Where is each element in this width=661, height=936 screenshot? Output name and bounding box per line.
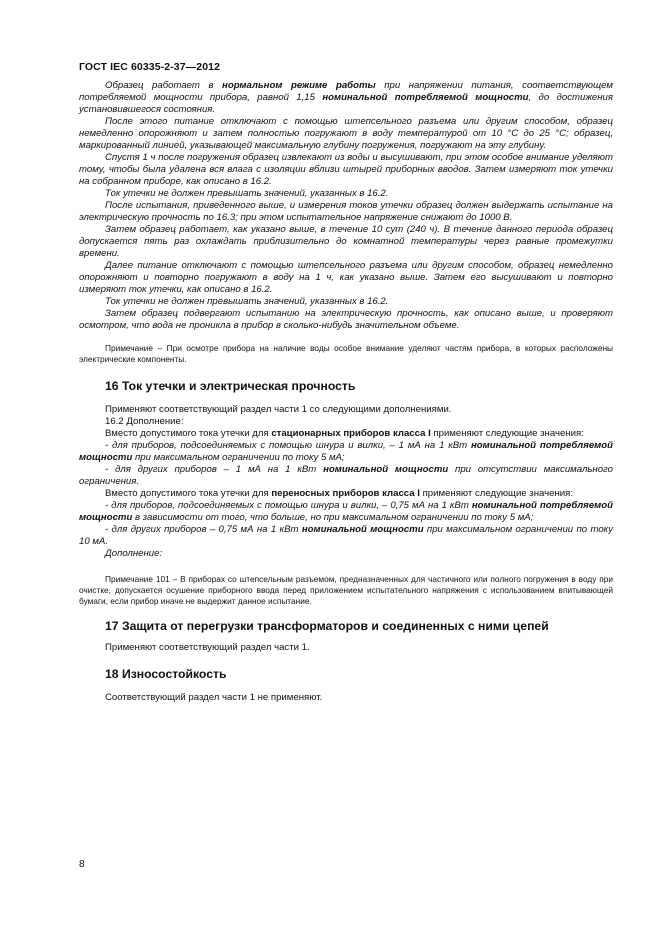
- text: - для других приборов – 1 мА на 1 кВт: [105, 464, 324, 475]
- paragraph-final-check: Затем образец подвергают испытанию на электрическую прочность, как описано выше, и проверяют осмотром, что вода не проникла в прибор в сколько-нибудь значительном объеме.: [79, 308, 613, 331]
- section-17-title: 17 Защита от перегрузки трансформаторов и соединенных с ними цепей: [105, 619, 549, 633]
- note-101: Примечание 101 – В приборах со штепсельным разъемом, предназначенных для частичного или полного погружения в воду при очистке, допускается осушение приборного ввода перед приложением испытательного напряжения с использованием впитывающей бумаги, если прибор иначе не выдержит данное испытание.: [79, 574, 613, 606]
- term-bold: номинальной потребляемой мощности: [79, 500, 613, 523]
- paragraph-operation: [79, 80, 613, 116]
- text: при максимальном ограничении по току 5 мА;: [132, 452, 345, 463]
- section-16-stationary: [79, 428, 613, 440]
- document-header: ГОСТ IEC 60335-2-37—2012: [79, 61, 221, 73]
- paragraph-leakage-limit: Ток утечки не должен превышать значений, указанных в 16.2.: [105, 188, 389, 199]
- section-16-item-cord-portable: [79, 500, 613, 524]
- text: - для приборов, подсоединяемых с помощью шнура и вилки, – 0,75 мА на 1 кВт: [105, 500, 472, 511]
- page-number: 8: [79, 859, 85, 870]
- text: при максимальном ограничении по току 10 мА.: [79, 524, 614, 547]
- section-18-title: 18 Износостойкость: [105, 667, 227, 681]
- paragraph-electric-strength: После испытания, приведенного выше, и измерения токов утечки образец должен выдержать испытание на электрическую прочность по 16.3; при этом испытательное напряжение снижают до 1000 В.: [79, 200, 613, 223]
- section-17-text: Применяют соответствующий раздел части 1.: [105, 642, 310, 653]
- paragraph-repeat-immersion: Далее питание отключают с помощью штепсельного разъема или другим способом, образец немедленно опорожняют и повторно погружают в воду на 1 ч, как указано выше. Затем его высушивают и повторно измеряют ток утечки, как описано в 16.2.: [79, 260, 613, 295]
- term-bold: стационарных приборов класса I: [271, 428, 431, 439]
- section-16-item-other: [79, 464, 613, 488]
- section-16-addition: Дополнение:: [105, 548, 163, 559]
- term-bold: нормальном режиме работы: [222, 80, 376, 91]
- text: Вместо допустимого тока утечки для: [105, 428, 272, 439]
- term-bold: переносных приборов класса I: [271, 488, 420, 499]
- section-16-intro: Применяют соответствующий раздел части 1 со следующими дополнениями.: [105, 404, 452, 415]
- term-bold: номинальной мощности: [301, 524, 424, 535]
- term-bold: номинальной потребляемой мощности: [79, 440, 613, 463]
- paragraph-leakage-limit-2: Ток утечки не должен превышать значений, указанных в 16.2.: [105, 296, 389, 307]
- text: - для приборов, подсоединяемых с помощью шнура и вилки, – 1 мА на 1 кВт: [105, 440, 471, 451]
- text: Образец работает в: [105, 80, 223, 91]
- text: применяют следующие значения:: [430, 428, 584, 439]
- note-inspection: Примечание – При осмотре прибора на наличие воды особое внимание уделяют частям прибора, в которых расположены электрические компоненты.: [79, 343, 613, 364]
- term-bold: номинальной мощности: [323, 464, 449, 475]
- paragraph-immersion: После этого питание отключают с помощью штепсельного разъема или другим способом, образец немедленно опорожняют и затем полностью погружают в воду температурой от 10 °С до 25 °С; образец, маркированный линией, указывающей максимальную глубину погружения, погружают на эту глубину.: [79, 116, 613, 151]
- section-16-item-cord: [79, 440, 613, 464]
- section-16-item-other-portable: [79, 524, 613, 548]
- text: , до достижения установившегося состояния.: [79, 92, 613, 115]
- text: в зависимости от того, что больше, но при максимальном ограничении по току 5 мА;: [132, 512, 534, 523]
- paragraph-drying: Спустя 1 ч после погружения образец извлекают из воды и высушивают, при этом особое внимание уделяют тому, чтобы была удалена вся влага с изоляции вблизи штырей приборных вводов. Затем измеряют ток утечки на собранном приборе, как описано в 16.2.: [79, 152, 613, 187]
- paragraph-ten-days: Затем образец работает, как указано выше, в течение 10 сут (240 ч). В течение данного периода образец допускается пять раз охлаждать приблизительно до комнатной температуры через равные промежутки времени.: [79, 224, 613, 259]
- text: - для других приборов – 0,75 мА на 1 кВт: [105, 524, 302, 535]
- section-16-2-heading: [79, 416, 613, 428]
- text: применяют следующие значения:: [419, 488, 573, 499]
- text: при отсутствии максимального ограничения.: [79, 464, 613, 487]
- section-16-title: 16 Ток утечки и электрическая прочность: [105, 379, 356, 393]
- term-bold: номинальной потребляемой мощности: [322, 92, 529, 103]
- page-body: [79, 80, 613, 704]
- text: при напряжении питания, соответствующем потребляемой мощности прибора, равной 1,15: [79, 80, 613, 103]
- text: Вместо допустимого тока утечки для: [105, 488, 272, 499]
- section-18-text: Соответствующий раздел части 1 не применяют.: [105, 692, 323, 703]
- section-16-portable: [79, 488, 613, 500]
- text: 16.2 Дополнение:: [105, 416, 184, 427]
